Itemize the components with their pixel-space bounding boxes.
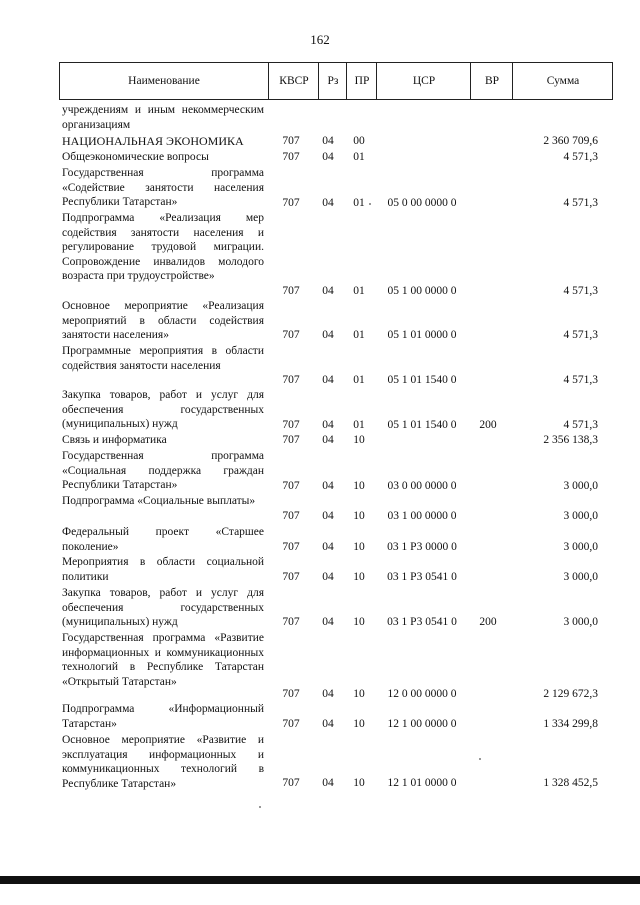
row-pr: 10 — [353, 434, 365, 446]
row-rz: 04 — [322, 777, 334, 789]
scan-speck — [369, 203, 371, 205]
row-csr: 05 1 01 1540 0 — [387, 374, 457, 386]
row-kvsr: 707 — [282, 541, 300, 553]
row-kvsr: 707 — [282, 434, 300, 446]
row-kvsr: 707 — [282, 688, 300, 700]
scan-speck — [479, 758, 481, 760]
row-sum: 2 360 709,6 — [543, 135, 598, 147]
row-name: Закупка товаров, работ и услуг для обеспечения государственных (муниципальных) нужд — [62, 587, 264, 629]
row-kvsr: 707 — [282, 374, 300, 386]
row-kvsr: 707 — [282, 777, 300, 789]
row-kvsr: 707 — [282, 510, 300, 522]
header-rz: Рз — [318, 63, 347, 99]
row-sum: 3 000,0 — [563, 480, 598, 492]
row-name: Основное мероприятие «Развитие и эксплуатация информационных и коммуникационных технологий в Республике Татарстан» — [62, 734, 264, 790]
header-pr: ПР — [346, 63, 377, 99]
row-rz: 04 — [322, 151, 334, 163]
header-sum: Сумма — [512, 63, 613, 99]
row-kvsr: 707 — [282, 718, 300, 730]
row-sum: 3 000,0 — [563, 571, 598, 583]
row-csr: 12 1 01 0000 0 — [387, 777, 457, 789]
row-name: Государственная программа «Содействие занятости населения Республики Татарстан» — [62, 167, 264, 209]
row-rz: 04 — [322, 197, 334, 209]
row-sum: 3 000,0 — [563, 616, 598, 628]
row-kvsr: 707 — [282, 151, 300, 163]
row-rz: 04 — [322, 571, 334, 583]
row-name: Подпрограмма «Информационный Татарстан» — [62, 703, 264, 730]
row-csr: 03 0 00 0000 0 — [387, 480, 457, 492]
row-name: Государственная программа «Развитие информационных и коммуникационных технологий в Республике Татарстан «Открытый Татарстан» — [62, 632, 264, 688]
header-csr: ЦСР — [376, 63, 471, 99]
row-csr: 05 1 00 0000 0 — [387, 285, 457, 297]
row-name: Федеральный проект «Старшее поколение» — [62, 526, 264, 553]
row-pr: 01 — [353, 151, 365, 163]
row-pr: 10 — [353, 571, 365, 583]
row-sum: 4 571,3 — [563, 419, 598, 431]
row-kvsr: 707 — [282, 285, 300, 297]
row-sum: 4 571,3 — [563, 151, 598, 163]
table-header — [59, 62, 613, 100]
row-sum: 1 334 299,8 — [543, 718, 598, 730]
row-sum: 4 571,3 — [563, 197, 598, 209]
row-rz: 04 — [322, 329, 334, 341]
row-rz: 04 — [322, 135, 334, 147]
row-rz: 04 — [322, 718, 334, 730]
row-rz: 04 — [322, 434, 334, 446]
scan-speck — [259, 806, 261, 808]
row-pr: 10 — [353, 688, 365, 700]
row-kvsr: 707 — [282, 571, 300, 583]
row-sum: 2 129 672,3 — [543, 688, 598, 700]
row-kvsr: 707 — [282, 135, 300, 147]
row-name: Основное мероприятие «Реализация мероприятий в области содействия занятости населения» — [62, 300, 264, 342]
row-csr: 12 1 00 0000 0 — [387, 718, 457, 730]
row-csr: 03 1 P3 0541 0 — [387, 571, 457, 583]
row-csr: 12 0 00 0000 0 — [387, 688, 457, 700]
row-name: учреждениям и иным некоммерческим организациям — [62, 104, 264, 131]
row-kvsr: 707 — [282, 197, 300, 209]
row-csr: 05 0 00 0000 0 — [387, 197, 457, 209]
row-name: Мероприятия в области социальной политики — [62, 556, 264, 583]
row-rz: 04 — [322, 510, 334, 522]
row-sum: 4 571,3 — [563, 374, 598, 386]
row-pr: 10 — [353, 616, 365, 628]
row-kvsr: 707 — [282, 616, 300, 628]
header-name: Наименование — [128, 75, 200, 87]
row-rz: 04 — [322, 480, 334, 492]
row-csr: 03 1 P3 0541 0 — [387, 616, 457, 628]
row-kvsr: 707 — [282, 480, 300, 492]
row-name: Государственная программа «Социальная поддержка граждан Республики Татарстан» — [62, 450, 264, 492]
row-sum: 2 356 138,3 — [543, 434, 598, 446]
row-pr: 10 — [353, 718, 365, 730]
row-pr: 10 — [353, 510, 365, 522]
row-pr: 10 — [353, 541, 365, 553]
row-vr: 200 — [479, 419, 497, 431]
row-sum: 4 571,3 — [563, 285, 598, 297]
scan-edge-band — [0, 876, 640, 884]
row-name: Общеэкономические вопросы — [62, 151, 209, 163]
row-pr: 01 — [353, 329, 365, 341]
row-pr: 01 — [353, 419, 365, 431]
row-name: Подпрограмма «Социальные выплаты» — [62, 495, 256, 507]
page-number: 162 — [310, 32, 330, 47]
row-rz: 04 — [322, 285, 334, 297]
row-sum: 3 000,0 — [563, 541, 598, 553]
row-csr: 03 1 P3 0000 0 — [387, 541, 457, 553]
row-kvsr: 707 — [282, 329, 300, 341]
row-rz: 04 — [322, 541, 334, 553]
row-csr: 05 1 01 0000 0 — [387, 329, 457, 341]
row-pr: 00 — [353, 135, 365, 147]
row-name: Подпрограмма «Реализация мер содействия занятости населения и регулирование трудовой миграции. Сопровождение инвалидов молодого возраста при трудоустройстве» — [62, 212, 264, 283]
row-name: Программные мероприятия в области содействия занятости населения — [62, 345, 264, 372]
row-rz: 04 — [322, 616, 334, 628]
row-name: НАЦИОНАЛЬНАЯ ЭКОНОМИКА — [62, 134, 244, 148]
row-pr: 10 — [353, 777, 365, 789]
row-pr: 01 — [353, 285, 365, 297]
row-sum: 1 328 452,5 — [543, 777, 598, 789]
row-kvsr: 707 — [282, 419, 300, 431]
row-pr: 01 — [353, 374, 365, 386]
row-csr: 03 1 00 0000 0 — [387, 510, 457, 522]
row-pr: 10 — [353, 480, 365, 492]
row-rz: 04 — [322, 419, 334, 431]
header-kvsr: КВСР — [268, 63, 319, 99]
row-sum: 3 000,0 — [563, 510, 598, 522]
row-vr: 200 — [479, 616, 497, 628]
row-name: Закупка товаров, работ и услуг для обеспечения государственных (муниципальных) нужд — [62, 389, 264, 431]
row-csr: 05 1 01 1540 0 — [387, 419, 457, 431]
row-name: Связь и информатика — [62, 434, 167, 446]
row-pr: 01 — [353, 197, 365, 209]
row-rz: 04 — [322, 688, 334, 700]
header-vr: ВР — [470, 63, 513, 99]
row-sum: 4 571,3 — [563, 329, 598, 341]
row-rz: 04 — [322, 374, 334, 386]
